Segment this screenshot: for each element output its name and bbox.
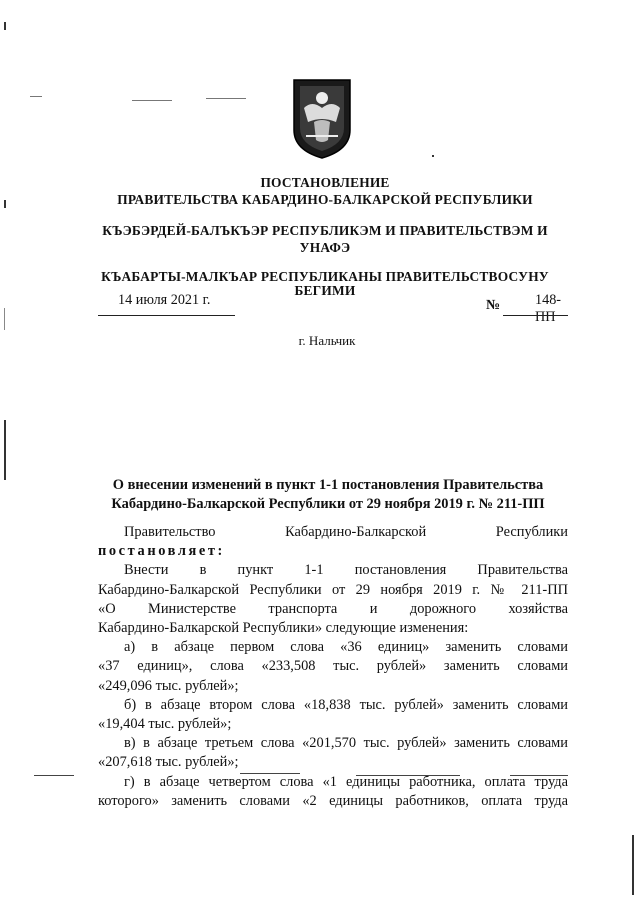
body-line: «О Министерстве транспорта и дорожного хозяйства — [98, 600, 568, 617]
title-line-1: О внесении изменений в пункт 1-1 постановления Правительства — [112, 477, 544, 493]
scan-line — [240, 773, 300, 774]
document-title — [90, 476, 566, 514]
body-line: Кабардино-Балкарской Республики от 29 ноября 2019 г. № 211-ПП — [98, 581, 568, 598]
date-underline — [98, 315, 235, 316]
body-line: Внести в пункт 1-1 постановления Правительства — [124, 562, 568, 579]
body-line-resolves: постановляет: — [98, 543, 225, 560]
doc-type-title: ПОСТАНОВЛЕНИЕ — [260, 175, 390, 190]
scan-mark — [30, 96, 42, 97]
scan-line — [34, 775, 74, 776]
scan-line — [510, 775, 568, 776]
body-line: б) в абзаце втором слова «18,838 тыс. рублей» заменить словами — [124, 696, 568, 713]
document-body — [98, 523, 568, 811]
body-line: «249,096 тыс. рублей»; — [98, 677, 239, 694]
scan-mark — [4, 420, 6, 480]
number-underline — [503, 315, 568, 316]
body-line: а) в абзаце первом слова «36 единиц» заменить словами — [124, 639, 568, 656]
scan-mark — [206, 98, 246, 99]
coat-of-arms-emblem — [292, 78, 352, 160]
government-name-balk-line1: КЪАБАРТЫ-МАЛКЪАР РЕСПУБЛИКАНЫ ПРАВИТЕЛЬСТВОСУНУ — [101, 269, 549, 284]
body-line: Правительство Кабардино-Балкарской Республики — [124, 524, 568, 540]
scan-mark — [632, 835, 634, 895]
body-line: «207,618 тыс. рублей»; — [98, 754, 239, 771]
title-line-2: Кабардино-Балкарской Республики от 29 ноября 2019 г. № 211-ПП — [111, 496, 545, 512]
scan-mark — [4, 308, 5, 330]
body-line: «19,404 тыс. рублей»; — [98, 716, 232, 733]
scan-mark — [432, 155, 434, 157]
scan-mark — [4, 22, 6, 30]
scan-mark — [4, 200, 6, 208]
city-name: г. Нальчик — [298, 333, 356, 348]
body-line: которого» заменить словами «2 единицы работников, оплата труда — [98, 792, 568, 809]
number-sign: № — [486, 298, 501, 313]
government-name-kab-line2: УНАФЭ — [299, 240, 351, 255]
document-date: 14 июля 2021 г. — [118, 292, 211, 308]
government-name-kab-line1: КЪЭБЭРДЕЙ-БАЛЪКЪЭР РЕСПУБЛИКЭМ И ПРАВИТЕЛЬСТВЭМ И — [102, 223, 548, 238]
government-name-ru: ПРАВИТЕЛЬСТВА КАБАРДИНО-БАЛКАРСКОЙ РЕСПУБЛИКИ — [117, 192, 533, 207]
body-line: в) в абзаце третьем слова «201,570 тыс. рублей» заменить словами — [124, 735, 568, 752]
scan-mark — [132, 100, 172, 101]
scan-line — [356, 775, 460, 776]
body-line: «37 единиц», слова «233,508 тыс. рублей» заменить словами — [98, 658, 568, 675]
body-line: г) в абзаце четвертом слова «1 единицы работника, оплата труда — [124, 773, 568, 790]
document-number: 148-ПП — [535, 292, 562, 325]
government-name-balk-line2: БЕГИМИ — [294, 283, 356, 298]
body-line: Кабардино-Балкарской Республики» следующие изменения: — [98, 620, 469, 637]
date-number-row — [98, 292, 568, 325]
